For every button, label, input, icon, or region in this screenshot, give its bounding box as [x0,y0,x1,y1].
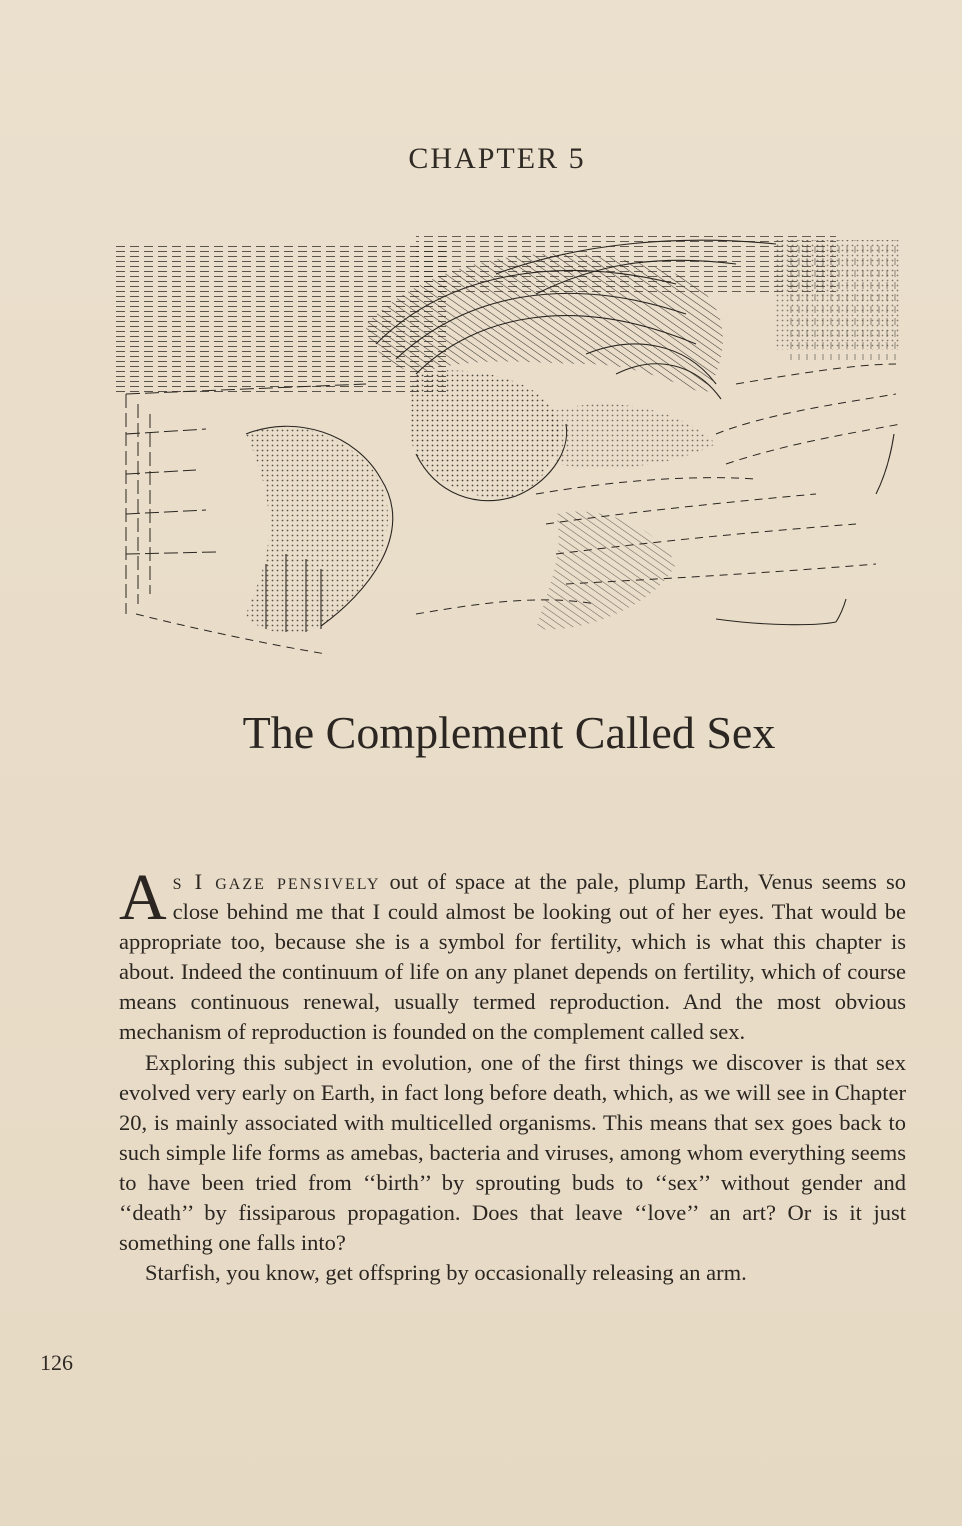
paragraph-2: Exploring this subject in evolution, one of the first things we discover is that sex evolved very early on Earth, in fact long before death, which, as we will see in Chapter 20, is mainly associated with multicelled organisms. This means that sex goes back to such simple life forms as amebas, bacteria and viruses, among whom everything seems to have been tried from ‘‘birth’’ by sprouting buds to ‘‘sex’’ without gender and ‘‘death’’ by fissiparous propagation. Does that leave ‘‘love’’ an art? Or is it just something one falls into? [119,1049,906,1256]
page-number: 126 [40,1350,73,1375]
paragraph-3: Starfish, you know, get offspring by occasionally releasing an arm. [145,1260,747,1286]
paragraph-1-text: out of space at the pale, plump Earth, Venus seems so close behind me that I could almost be looking out of her eyes. That would be appropriate too, because she is a symbol for fertility, which is what this chapter is about. Indeed the continuum of life on any planet depends on fertility, which of course means continuous renewal, usually termed reproduction. And the most obvious mechanism of reproduction is founded on the complement called sex. [119,869,906,1045]
sleeping-figure-engraving-icon [116,234,906,664]
chapter-illustration [116,234,906,664]
chapter-title: The Complement Called Sex [242,707,776,758]
drop-cap: A [119,861,167,934]
opening-small-caps: s I gaze pensively [172,869,381,894]
body-text [119,861,906,1288]
paragraph-1 [119,861,906,1048]
chapter-heading: CHAPTER 5 [408,142,586,175]
